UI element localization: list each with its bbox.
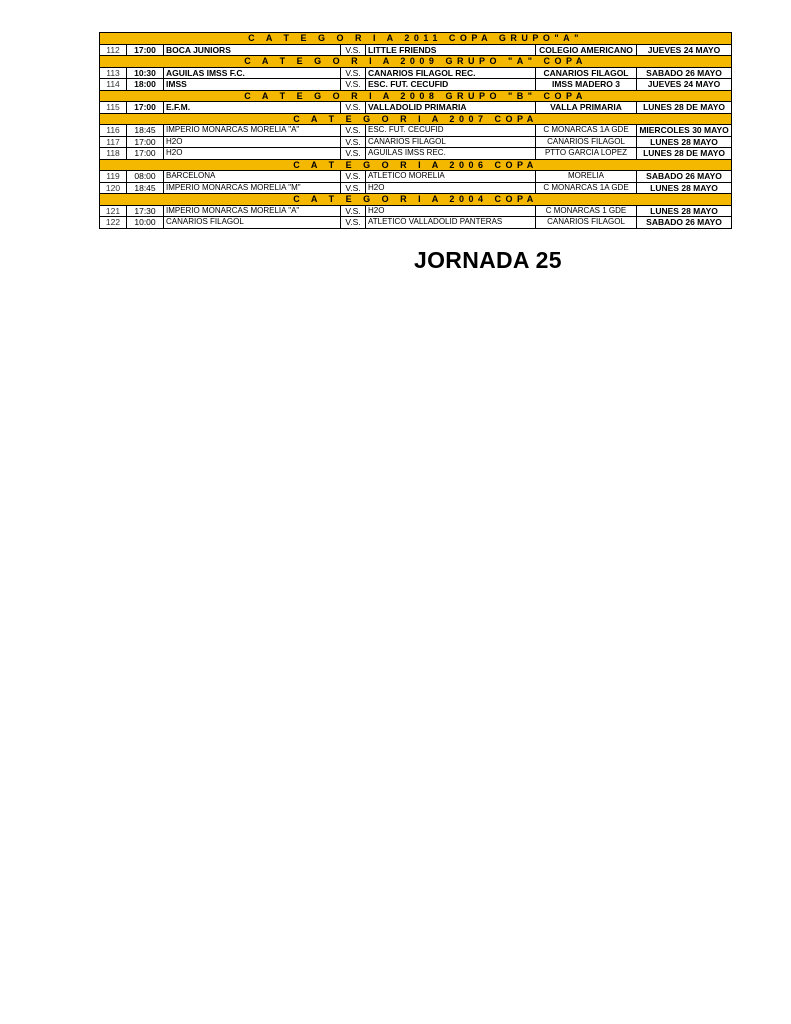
category-header <box>100 90 732 102</box>
jornada-title: JORNADA 25 <box>414 247 562 273</box>
match-row <box>100 102 732 114</box>
away-team: CANARIOS FILAGOL <box>366 136 536 148</box>
category-title: C A T E G O R I A 2009 GRUPO "A" COPA <box>100 56 732 68</box>
home-team: CANARIOS FILAGOL <box>164 217 341 229</box>
schedule-table <box>99 32 732 229</box>
match-number: 115 <box>100 102 127 114</box>
match-number: 122 <box>100 217 127 229</box>
match-time: 17:30 <box>127 205 164 217</box>
match-venue: PTTO GARCIA LOPEZ <box>536 148 637 160</box>
match-venue: C MONARCAS 1A GDE <box>536 182 637 194</box>
home-team: IMPERIO MONARCAS MORELIA "M" <box>164 182 341 194</box>
match-date: LUNES 28 MAYO <box>637 136 732 148</box>
match-date: SABADO 26 MAYO <box>637 67 732 79</box>
match-row <box>100 148 732 160</box>
home-team: IMPERIO MONARCAS MORELIA "A" <box>164 125 341 137</box>
match-date: SABADO 26 MAYO <box>637 171 732 183</box>
match-time: 17:00 <box>127 148 164 160</box>
match-venue: COLEGIO AMERICANO <box>536 44 637 56</box>
match-venue: C MONARCAS 1A GDE <box>536 125 637 137</box>
versus-label: V.S. <box>341 136 366 148</box>
match-date: MIERCOLES 30 MAYO <box>637 125 732 137</box>
home-team: H2O <box>164 148 341 160</box>
home-team: H2O <box>164 136 341 148</box>
category-title: C A T E G O R I A 2011 COPA GRUPO"A" <box>100 33 732 45</box>
away-team: AGUILAS IMSS REC. <box>366 148 536 160</box>
versus-label: V.S. <box>341 67 366 79</box>
category-header <box>100 194 732 206</box>
match-venue: CANARIOS FILAGOL <box>536 217 637 229</box>
away-team: H2O <box>366 182 536 194</box>
match-time: 17:00 <box>127 136 164 148</box>
match-row <box>100 79 732 91</box>
match-number: 112 <box>100 44 127 56</box>
match-date: LUNES 28 MAYO <box>637 205 732 217</box>
match-number: 117 <box>100 136 127 148</box>
match-venue: IMSS MADERO 3 <box>536 79 637 91</box>
versus-label: V.S. <box>341 125 366 137</box>
versus-label: V.S. <box>341 205 366 217</box>
category-title: C A T E G O R I A 2006 COPA <box>100 159 732 171</box>
match-date: LUNES 28 DE MAYO <box>637 148 732 160</box>
match-time: 17:00 <box>127 44 164 56</box>
match-date: LUNES 28 DE MAYO <box>637 102 732 114</box>
away-team: ATLETICO VALLADOLID PANTERAS <box>366 217 536 229</box>
versus-label: V.S. <box>341 217 366 229</box>
away-team: H2O <box>366 205 536 217</box>
versus-label: V.S. <box>341 182 366 194</box>
versus-label: V.S. <box>341 102 366 114</box>
match-date: SABADO 26 MAYO <box>637 217 732 229</box>
versus-label: V.S. <box>341 148 366 160</box>
match-time: 10:30 <box>127 67 164 79</box>
home-team: BOCA JUNIORS <box>164 44 341 56</box>
match-time: 08:00 <box>127 171 164 183</box>
match-row <box>100 205 732 217</box>
home-team: BARCELONA <box>164 171 341 183</box>
category-title: C A T E G O R I A 2008 GRUPO "B" COPA <box>100 90 732 102</box>
away-team: ATLETICO MORELIA <box>366 171 536 183</box>
home-team: AGUILAS IMSS F.C. <box>164 67 341 79</box>
category-header <box>100 33 732 45</box>
category-header <box>100 113 732 125</box>
match-row <box>100 44 732 56</box>
away-team: LITTLE FRIENDS <box>366 44 536 56</box>
match-time: 18:45 <box>127 182 164 194</box>
away-team: VALLADOLID PRIMARIA <box>366 102 536 114</box>
match-row <box>100 67 732 79</box>
home-team: IMSS <box>164 79 341 91</box>
match-venue: CANARIOS FILAGOL <box>536 136 637 148</box>
versus-label: V.S. <box>341 44 366 56</box>
category-title: C A T E G O R I A 2007 COPA <box>100 113 732 125</box>
away-team: ESC. FUT. CECUFID <box>366 125 536 137</box>
match-row <box>100 217 732 229</box>
versus-label: V.S. <box>341 79 366 91</box>
match-number: 120 <box>100 182 127 194</box>
match-number: 113 <box>100 67 127 79</box>
match-time: 17:00 <box>127 102 164 114</box>
match-number: 114 <box>100 79 127 91</box>
home-team: E.F.M. <box>164 102 341 114</box>
match-time: 18:45 <box>127 125 164 137</box>
match-number: 119 <box>100 171 127 183</box>
match-venue: C MONARCAS 1 GDE <box>536 205 637 217</box>
match-row <box>100 171 732 183</box>
match-venue: VALLA PRIMARIA <box>536 102 637 114</box>
match-number: 118 <box>100 148 127 160</box>
category-title: C A T E G O R I A 2004 COPA <box>100 194 732 206</box>
match-number: 121 <box>100 205 127 217</box>
match-row <box>100 136 732 148</box>
match-number: 116 <box>100 125 127 137</box>
away-team: ESC. FUT. CECUFID <box>366 79 536 91</box>
category-header <box>100 159 732 171</box>
match-time: 18:00 <box>127 79 164 91</box>
home-team: IMPERIO MONARCAS MORELIA "A" <box>164 205 341 217</box>
category-header <box>100 56 732 68</box>
versus-label: V.S. <box>341 171 366 183</box>
schedule-body <box>100 33 732 229</box>
match-date: JUEVES 24 MAYO <box>637 44 732 56</box>
match-date: JUEVES 24 MAYO <box>637 79 732 91</box>
match-date: LUNES 28 MAYO <box>637 182 732 194</box>
match-venue: CANARIOS FILAGOL <box>536 67 637 79</box>
match-row <box>100 182 732 194</box>
match-time: 10:00 <box>127 217 164 229</box>
match-row <box>100 125 732 137</box>
away-team: CANARIOS FILAGOL REC. <box>366 67 536 79</box>
match-venue: MORELIA <box>536 171 637 183</box>
